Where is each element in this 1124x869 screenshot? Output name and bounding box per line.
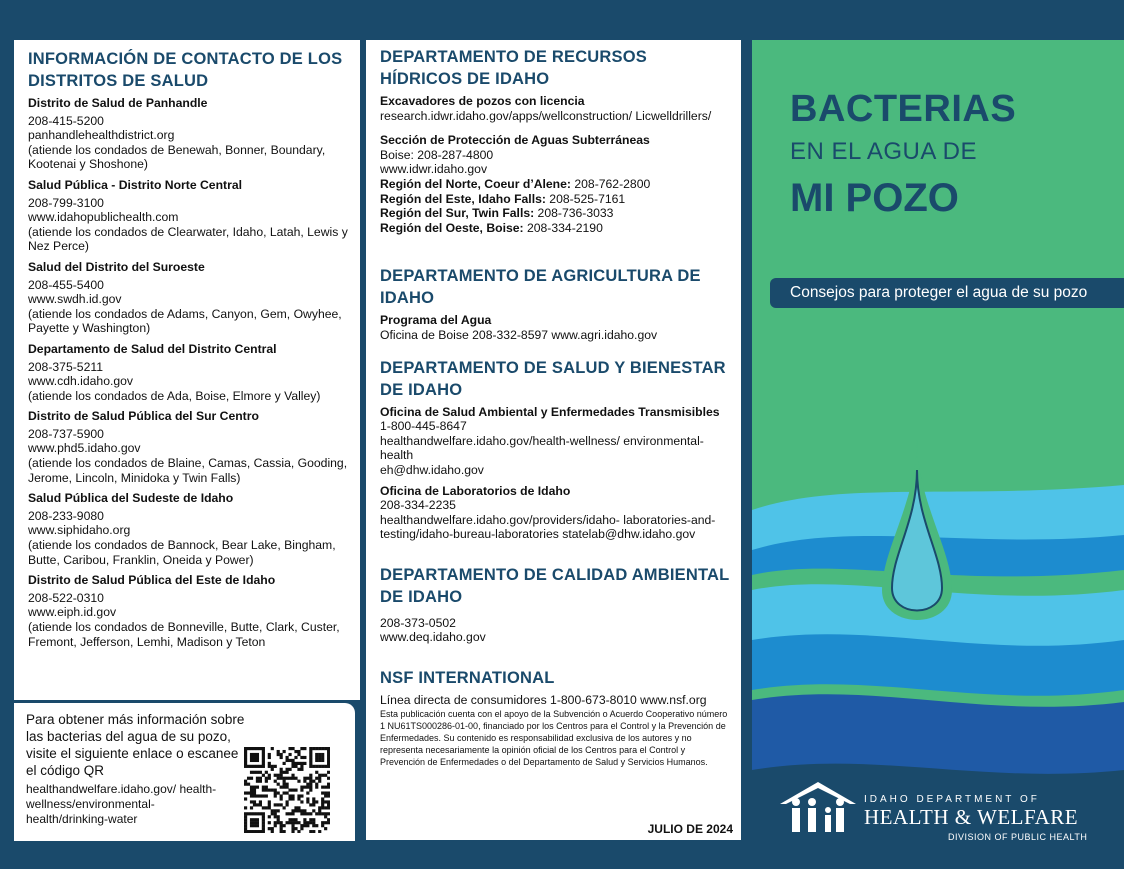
departments-panel xyxy=(366,40,741,840)
more-info-text: Para obtener más información sobre las bacterias del agua de su pozo, visite el siguiente enlace o escanee el código QR xyxy=(26,712,245,778)
env-health-email[interactable]: eh@dhw.idaho.gov xyxy=(380,462,484,477)
district-title: Distrito de Salud de Panhandle xyxy=(28,96,208,110)
health-welfare-heading: DEPARTAMENTO DE SALUD Y BIENESTAR DE IDAHO xyxy=(380,358,726,399)
district-phone: 208-737-5900 xyxy=(28,426,104,441)
region-north: Región del Norte, Coeur d’Alene: 208-762-2800 xyxy=(380,176,651,191)
boise-office: Oficina de Boise 208-332-8597 www.agri.idaho.gov xyxy=(380,327,658,342)
district-website[interactable]: panhandlehealthdistrict.org xyxy=(28,128,175,143)
publication-date: JULIO DE 2024 xyxy=(647,822,733,836)
district-entry xyxy=(28,409,348,485)
water-resources-heading: DEPARTAMENTO DE RECURSOS HÍDRICOS DE IDAHO xyxy=(380,48,647,88)
nsf-hotline: Línea directa de consumidores 1-800-673-8010 www.nsf.org xyxy=(380,693,707,708)
region-east: Región del Este, Idaho Falls: 208-525-7161 xyxy=(380,191,626,206)
district-counties: (atiende los condados de Benewah, Bonner, Boundary, Kootenai y Shoshone) xyxy=(28,142,326,172)
labs-url[interactable]: healthandwelfare.idaho.gov/providers/idaho- laboratories-and-testing/idaho-bureau-laboratories statelab@dhw.idaho.gov xyxy=(380,512,716,542)
cover-panel xyxy=(752,40,1124,840)
district-counties: (atiende los condados de Adams, Canyon, Gem, Owyhee, Payette y Washington) xyxy=(28,306,342,336)
district-counties: (atiende los condados de Ada, Boise, Elmore y Valley) xyxy=(28,388,321,403)
cover-title-line1: BACTERIAS xyxy=(790,88,1017,130)
cover-tagline: Consejos para proteger el agua de su pozo xyxy=(770,278,1124,308)
district-title: Salud Pública del Sudeste de Idaho xyxy=(28,491,234,506)
cover-title-line2: EN EL AGUA DE xyxy=(790,138,978,165)
district-entry xyxy=(28,178,348,254)
district-entry xyxy=(28,573,348,649)
district-phone: 208-233-9080 xyxy=(28,508,104,523)
agriculture-section xyxy=(380,265,731,342)
more-info-url[interactable]: healthandwelfare.idaho.gov/ health-wellness/environmental-health/drinking-water xyxy=(26,782,217,826)
district-phone: 208-799-3100 xyxy=(28,195,104,210)
district-title: Distrito de Salud Pública del Este de Idaho xyxy=(28,573,276,588)
logo-line1: IDAHO DEPARTMENT OF xyxy=(864,794,1040,805)
env-health-phone: 1-800-445-8647 xyxy=(380,419,467,434)
district-entry xyxy=(28,96,348,172)
drillers-url[interactable]: research.idwr.idaho.gov/apps/wellconstruction/ Licwelldrillers/ xyxy=(380,108,712,123)
region-west: Región del Oeste, Boise: 208-334-2190 xyxy=(380,220,603,235)
nsf-heading: NSF INTERNATIONAL xyxy=(380,669,555,688)
district-entry xyxy=(28,342,348,403)
district-counties: (atiende los condados de Blaine, Camas, Cassia, Gooding, Jerome, Lincoln, Minidoka y Twin Falls) xyxy=(28,456,348,485)
water-resources-section xyxy=(380,46,731,235)
district-website[interactable]: www.phd5.idaho.gov xyxy=(28,441,141,456)
env-health-title: Oficina de Salud Ambiental y Enfermedades Transmisibles xyxy=(380,404,720,419)
logo-line2: HEALTH & WELFARE xyxy=(864,805,1079,829)
labs-title: Oficina de Laboratorios de Idaho xyxy=(380,483,571,498)
environmental-quality-section xyxy=(380,564,731,645)
environmental-quality-heading: DEPARTAMENTO DE CALIDAD AMBIENTAL DE IDAHO xyxy=(380,565,730,606)
district-website[interactable]: www.cdh.idaho.gov xyxy=(28,374,134,389)
drillers-title: Excavadores de pozos con licencia xyxy=(380,94,585,108)
groundwater-phone: Boise: 208-287-4800 xyxy=(380,147,494,162)
cover-title-line3: MI POZO xyxy=(790,176,959,220)
funding-disclaimer: Esta publicación cuenta con el apoyo de la Subvención o Acuerdo Cooperativo número 1 NU61TS000286-01-00, financiado por los Centros para el Control y la Prevención de Enfermedades. Su contenido es responsabilidad exclusiva de los autores y no representa necesariamente la opinión oficial de los Centros para el Control y Prevención de Enfermedades o del Departamento de Salud y Servicios Humanos. xyxy=(380,708,728,767)
district-phone: 208-375-5211 xyxy=(28,359,103,374)
district-title: Salud Pública - Distrito Norte Central xyxy=(28,177,242,192)
district-entry xyxy=(28,260,348,336)
deq-web[interactable]: www.deq.idaho.gov xyxy=(380,630,486,645)
district-entry xyxy=(28,491,348,567)
groundwater-web[interactable]: www.idwr.idaho.gov xyxy=(380,162,488,177)
labs-phone: 208-334-2235 xyxy=(380,498,456,513)
water-program-title: Programa del Agua xyxy=(380,313,492,328)
qr-code-icon[interactable] xyxy=(244,747,330,833)
family-house-icon xyxy=(778,780,858,836)
district-title: Salud del Distrito del Suroeste xyxy=(28,259,205,274)
district-phone: 208-415-5200 xyxy=(28,113,104,128)
groundwater-title: Sección de Protección de Aguas Subterráneas xyxy=(380,133,650,148)
nsf-section xyxy=(380,667,731,768)
district-website[interactable]: www.eiph.id.gov xyxy=(28,605,117,620)
idhw-logo xyxy=(778,780,1098,840)
district-website[interactable]: www.swdh.id.gov xyxy=(28,292,122,307)
district-phone: 208-522-0310 xyxy=(28,590,104,605)
env-health-url[interactable]: healthandwelfare.idaho.gov/health-wellness/ environmental-health xyxy=(380,433,704,463)
more-info-box xyxy=(14,703,355,841)
districts-heading: INFORMACIÓN DE CONTACTO DE LOS DISTRITOS DE SALUD xyxy=(28,50,343,90)
region-south: Región del Sur, Twin Falls: 208-736-3033 xyxy=(380,206,614,221)
district-counties: (atiende los condados de Clearwater, Idaho, Latah, Lewis y Nez Perce) xyxy=(28,224,348,254)
district-website[interactable]: www.siphidaho.org xyxy=(28,523,131,538)
health-welfare-section xyxy=(380,357,731,542)
district-title: Distrito de Salud Pública del Sur Centro xyxy=(28,409,259,424)
district-title: Departamento de Salud del Distrito Central xyxy=(28,341,277,356)
deq-phone: 208-373-0502 xyxy=(380,615,456,630)
logo-line3: DIVISION OF PUBLIC HEALTH xyxy=(948,832,1088,840)
district-phone: 208-455-5400 xyxy=(28,277,104,292)
agriculture-heading: DEPARTAMENTO DE AGRICULTURA DE IDAHO xyxy=(380,267,701,308)
district-counties: (atiende los condados de Bannock, Bear Lake, Bingham, Butte, Caribou, Franklin, Oneida y Power) xyxy=(28,538,336,567)
health-districts-panel xyxy=(14,40,360,700)
district-website[interactable]: www.idahopublichealth.com xyxy=(28,210,179,225)
district-counties: (atiende los condados de Bonneville, Butte, Clark, Custer, Fremont, Jefferson, Lemhi, Madison y Teton xyxy=(28,620,340,649)
district-list xyxy=(28,96,348,649)
